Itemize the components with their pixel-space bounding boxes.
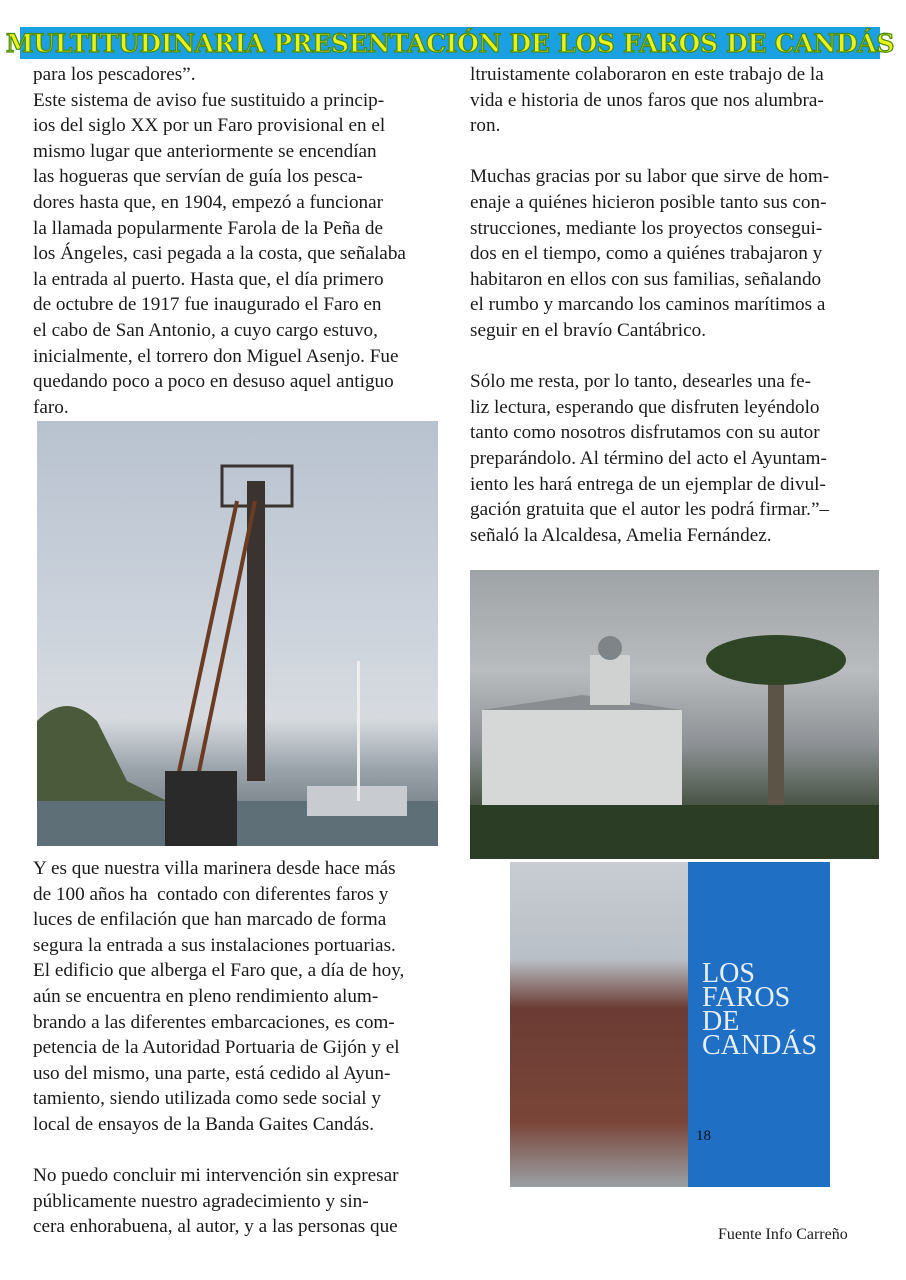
source-credit: Fuente Info Carreño (718, 1226, 848, 1243)
book-cover-image (510, 862, 830, 1187)
right-column (470, 62, 829, 548)
header-banner (5, 27, 895, 59)
paragraph: Sólo me resta, por lo tanto, desearles una fe- liz lectura, esperando que disfruten leyéndolo tanto como nosotros disfrutamos con su autor preparándolo. Al término del acto el Ayuntam- iento les hará entrega de un ejemplar de divul- gación gratuita que el autor les podrá firmar.”– señaló la Alcaldesa, Amelia Fernández. (470, 371, 830, 546)
book-title-line: CANDÁS (702, 1030, 818, 1061)
book-title-line: DE (702, 1006, 740, 1037)
left-column-bottom (33, 856, 404, 1240)
paragraph: No puedo concluir mi intervención sin expresar públicamente nuestro agradecimiento y sin- cera enhorabuena, al autor, y a las personas que (33, 1165, 399, 1238)
paragraph: Y es que nuestra villa marinera desde hace más de 100 años ha contado con diferentes faros y luces de enfilación que han marcado de forma segura la entrada a sus instalaciones portuarias. El edificio que alberga el Faro que, a día de hoy, aún se encuentra en pleno rendimiento alum- brando a las diferentes embarcaciones, es com- petencia de la Autoridad Portuaria de Gijón y el uso del mismo, una parte, está cedido al Ayun- tamiento, siendo utilizada como sede social y local de ensayos de la Banda Gaites Candás. (33, 858, 405, 1135)
left-column-top (33, 62, 406, 420)
paragraph: ltruistamente colaboraron en este trabajo de la vida e historia de unos faros que nos alumbra- ron. (470, 64, 824, 137)
old-lighthouse-photo (37, 421, 438, 846)
page-title: MULTITUDINARIA PRESENTACIÓN DE LOS FAROS DE CANDÁS (5, 28, 895, 58)
paragraph: para los pescadores”. Este sistema de aviso fue sustituido a princip- ios del siglo XX por un Faro provisional en el mismo lugar que anteriormente se encendían las hogueras que servían de guía los pesca- dores hasta que, en 1904, empezó a funcionar la llamada popularmente Farola de la Peña de los Ángeles, casi pegada a la costa, que señalaba la entrada al puerto. Hasta que, el día primero de octubre de 1917 fue inaugurado el Faro en el cabo de San Antonio, a cuyo cargo estuvo, inicialmente, el torrero don Miguel Asenjo. Fue quedando poco a poco en desuso aquel antiguo faro. (33, 64, 406, 418)
lighthouse-building-photo (470, 570, 879, 859)
book-title-line: FAROS (702, 982, 791, 1013)
page-number: 18 (696, 1128, 711, 1144)
book-title-line: LOS (702, 958, 755, 989)
paragraph: Muchas gracias por su labor que sirve de hom- enaje a quiénes hicieron posible tanto sus con- strucciones, mediante los proyectos consegui- dos en el tiempo, como a quiénes trabajaron y habitaron en ellos con sus familias, señalando el rumbo y marcando los caminos marítimos a seguir en el bravío Cantábrico. (470, 166, 830, 341)
